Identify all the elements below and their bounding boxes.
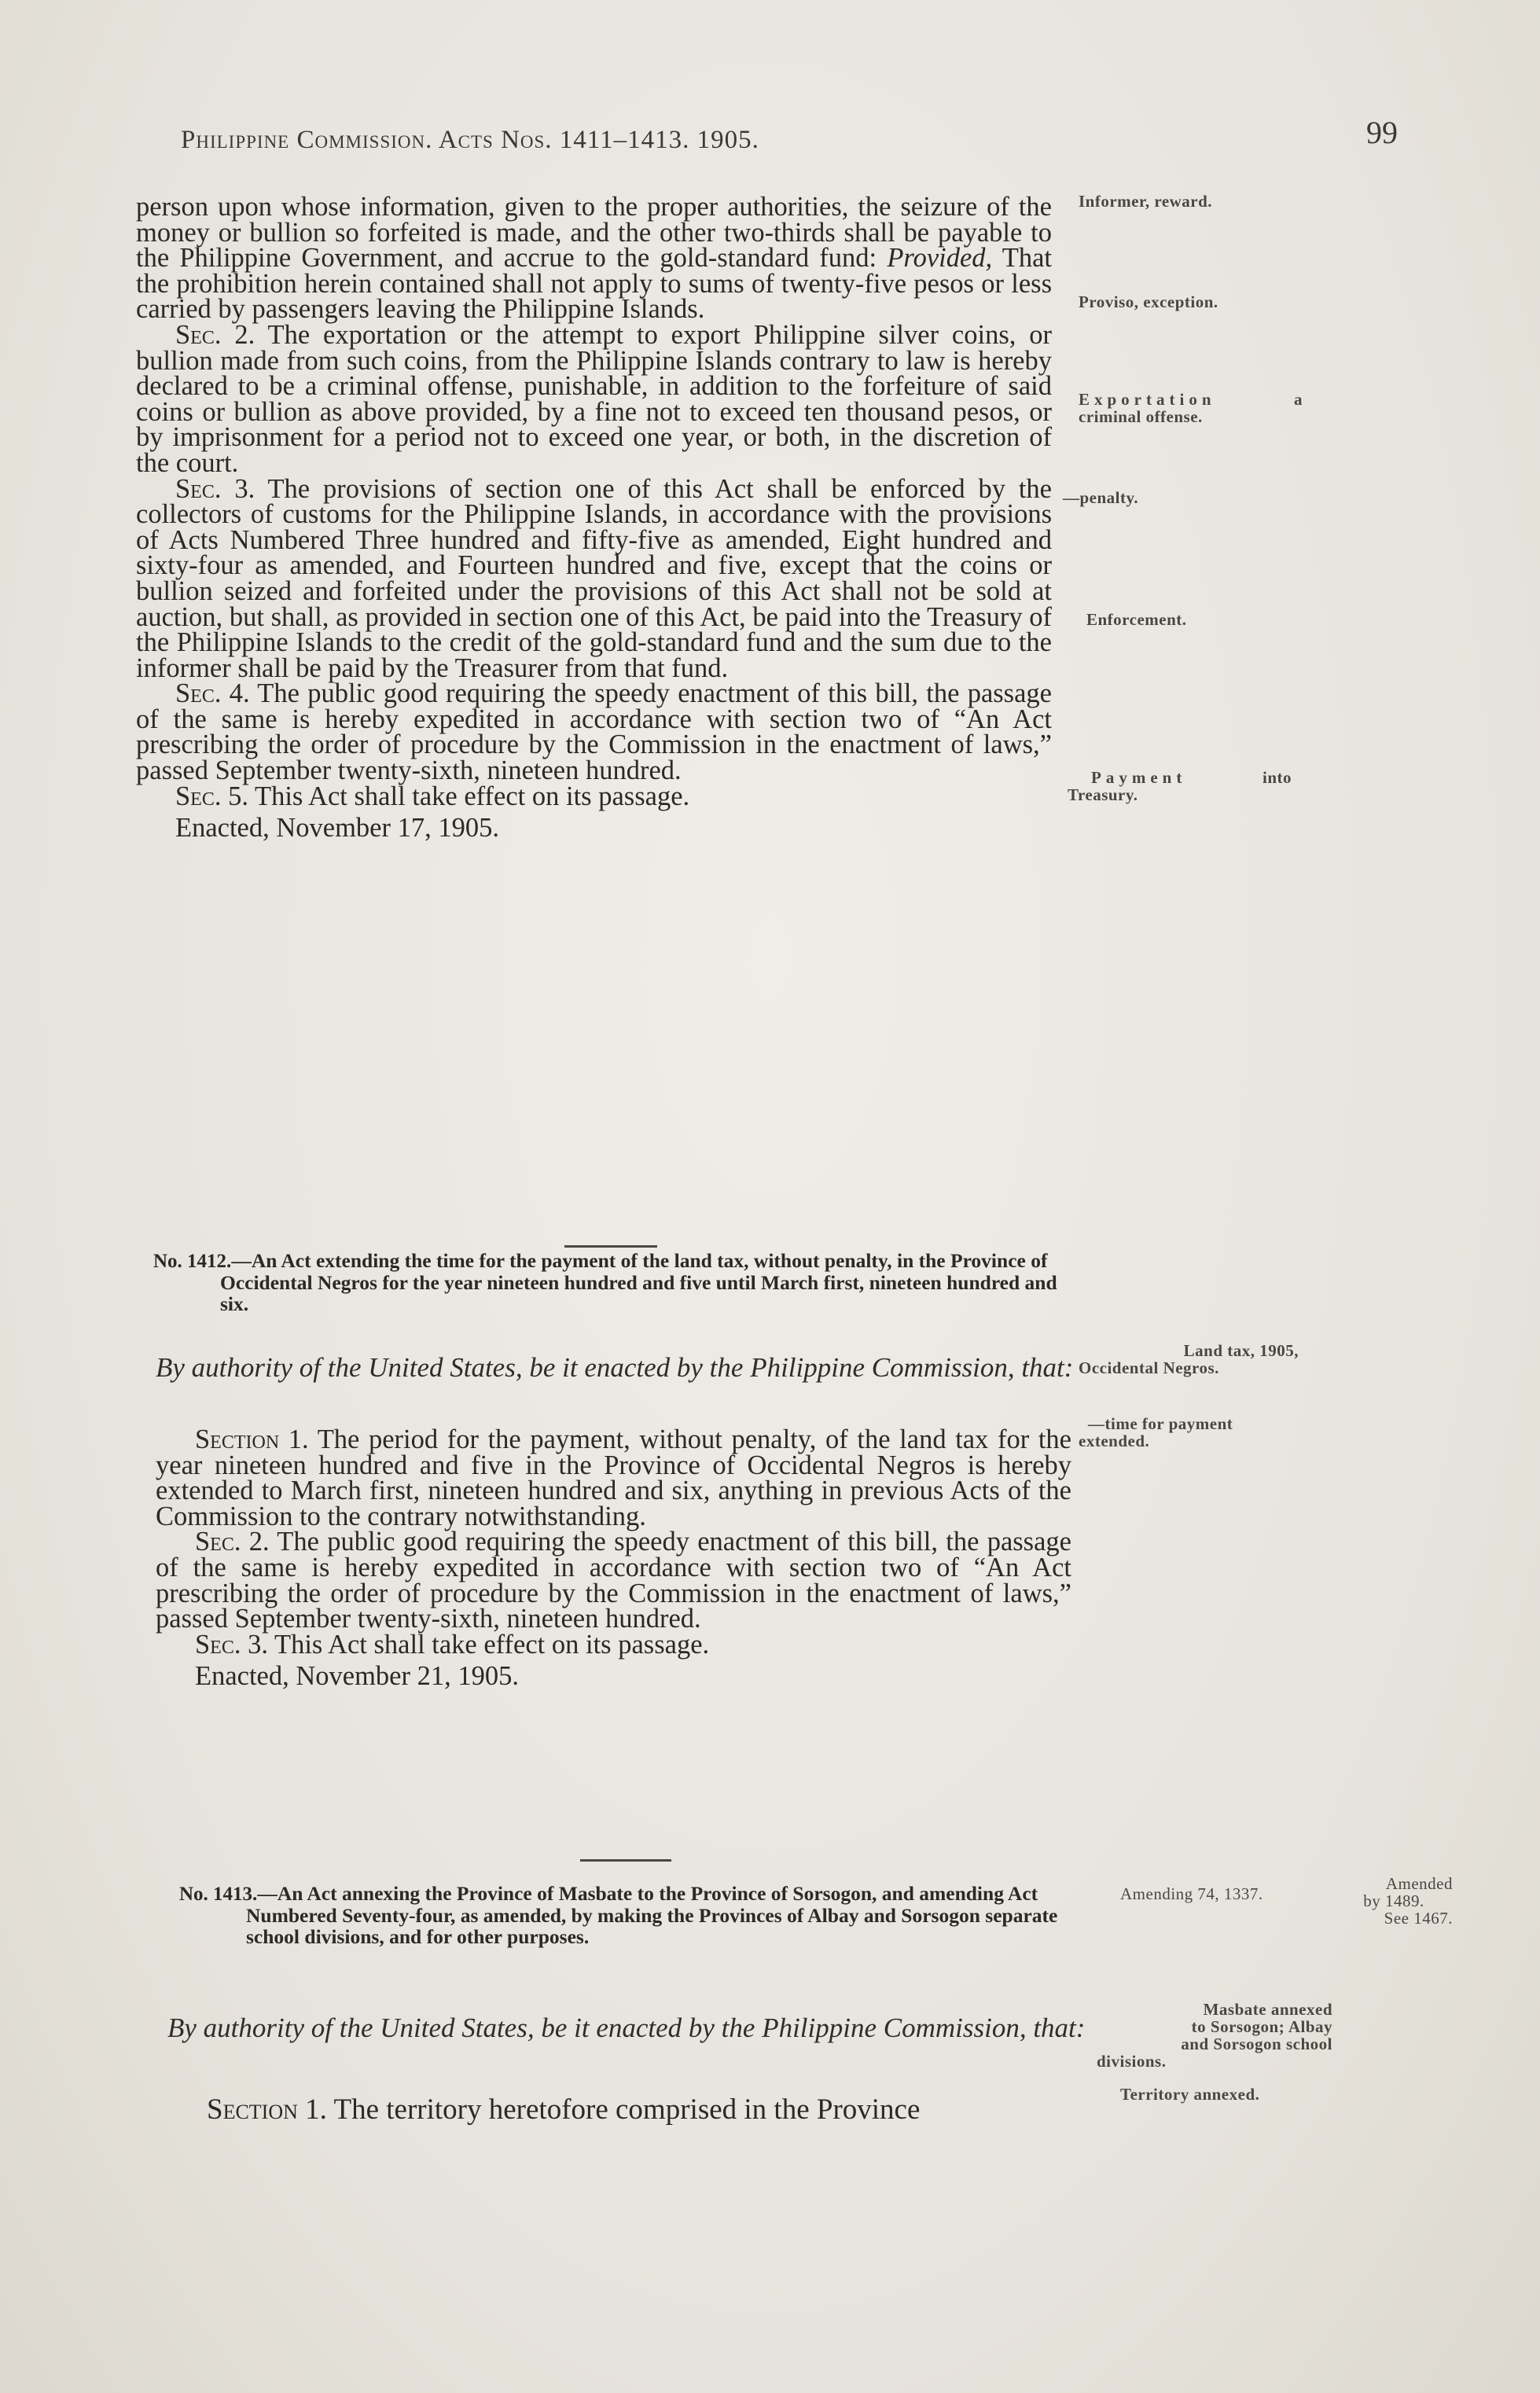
running-head: Philippine Commission. Acts Nos. 1411–1413. 1905. <box>181 126 759 154</box>
margin-note-masbate <box>1097 2001 1332 2070</box>
section-2 <box>156 1527 1071 1634</box>
section-divider <box>564 1245 657 1248</box>
note-text: into <box>1262 768 1292 787</box>
section-text: The provisions of section one of this Act shall be enforced by the collectors of customs for the Philippine Islands, in accordance with the provisions of Acts Numbered Three hundred and fifty-five as amended, Eight hundred and sixty-four as amended, and Fourteen hundred and five, except that the coins or bullion seized and forfeited under the provisions of this Act shall not be sold at auction, but shall, as provided in section one of this Act, be paid into the Treasury of the Philippine Islands to the credit of the gold-standard fund and the sum due to the informer shall be paid by the Treasurer from that fund. <box>136 473 1052 683</box>
section-label: Sec. 4. <box>175 678 250 709</box>
note-text: Payment <box>1091 768 1187 787</box>
section-text: The public good requiring the speedy enactment of this bill, the passage of the same is hereby expedited in accordance with section two of “An Act prescribing the order of procedure by the Commission in the enactment of laws,” passed September twenty-sixth, nineteen hundred. <box>136 678 1052 786</box>
note-text: Occidental Negros. <box>1079 1358 1219 1377</box>
note-text: Exportation <box>1079 390 1216 409</box>
section-label: Sec. 3. <box>175 473 255 504</box>
page-number: 99 <box>1366 115 1398 150</box>
section-5 <box>136 781 1052 811</box>
margin-note-land-tax <box>1079 1342 1299 1377</box>
note-text: by 1489. <box>1363 1891 1424 1910</box>
margin-note-territory: Territory annexed. <box>1120 2085 1260 2104</box>
act-1412-title <box>153 1250 1069 1314</box>
note-text: to Sorsogon; Albay <box>1191 2017 1332 2036</box>
margin-note-enforcement: Enforcement. <box>1086 610 1187 629</box>
paragraph <box>136 192 1052 325</box>
section-text: The public good requiring the speedy enactment of this bill, the passage of the same is hereby expedited in accordance with section two of “An Act prescribing the order of procedure by the Commission in the enactment of laws,” passed September twenty-sixth, nineteen hundred. <box>156 1527 1071 1634</box>
note-text: a <box>1294 390 1303 409</box>
section-label: Sec. 2. <box>175 319 255 350</box>
section-divider <box>580 1859 671 1862</box>
section-2 <box>136 319 1052 478</box>
note-text: Masbate annexed <box>1203 2000 1332 2019</box>
act-title-text: —An Act extending the time for the payment of the land tax, without penalty, in the Province of Occidental Negros for the year nineteen hundred and five until March first, nineteen hundred and six. <box>220 1249 1057 1315</box>
enacting-clause: By authority of the United States, be it enacted by the Philippine Commission, that: <box>167 2013 1086 2043</box>
enacted-date: Enacted, November 21, 1905. <box>195 1661 519 1692</box>
section-label: Sec. 3. <box>195 1629 268 1660</box>
note-text: divisions. <box>1097 2052 1167 2071</box>
margin-note-informer: Informer, reward. <box>1079 192 1213 211</box>
act-1413-title <box>179 1883 1083 1947</box>
note-text: Treasury. <box>1068 785 1138 804</box>
enacting-clause: By authority of the United States, be it enacted by the Philippine Commission, that: <box>156 1352 1074 1383</box>
section-label: Sec. 5. <box>175 781 248 811</box>
paragraph-text: That the prohibition herein contained shall not apply to sums of twenty-five pesos or less carried by passengers leaving the Philippine Islands. <box>136 243 1052 325</box>
section-1 <box>156 1424 1071 1531</box>
note-text: Amended <box>1385 1874 1453 1893</box>
section-label: Sec. 2. <box>195 1527 270 1557</box>
section-text: This Act shall take effect on its passage. <box>255 781 690 811</box>
note-text: —time for payment <box>1088 1414 1233 1433</box>
note-text: criminal offense. <box>1079 407 1203 426</box>
margin-note-payment <box>1068 769 1292 803</box>
margin-note-proviso: Proviso, exception. <box>1079 292 1218 311</box>
act-1412-body <box>156 1424 1071 1692</box>
margin-note-time-extended <box>1079 1415 1233 1450</box>
margin-note-exportation <box>1079 391 1303 425</box>
section-text: This Act shall take effect on its passage. <box>274 1629 710 1660</box>
paragraph-text: person upon whose information, given to the proper authorities, the seizure of the money or bullion so forfeited is made, and the other two-thirds shall be payable to the Philippine Government, and accrue to the gold-standard fund: <box>136 192 1052 274</box>
section-label: Section 1. <box>195 1424 309 1454</box>
margin-note-amended <box>1335 1875 1453 1927</box>
note-text: extended. <box>1079 1432 1150 1450</box>
note-text: Land tax, 1905, <box>1183 1341 1299 1360</box>
section-3 <box>156 1629 1071 1660</box>
section-4 <box>136 678 1052 786</box>
provided-word: Provided, <box>887 243 993 274</box>
section-text: The territory heretofore comprised in the Province <box>333 2093 921 2126</box>
note-text: See 1467. <box>1384 1909 1453 1928</box>
section-text: The period for the payment, without penalty, of the land tax for the year nineteen hundred and five in the Province of Occidental Negros is hereby extended to March first, nineteen hundred and six, anything in previous Acts of the Commission to the contrary notwithstanding. <box>156 1424 1071 1531</box>
enacted-date: Enacted, November 17, 1905. <box>175 813 499 844</box>
margin-note-penalty: —penalty. <box>1063 488 1139 507</box>
act-number: No. 1413. <box>179 1884 258 1905</box>
section-label: Section 1. <box>207 2093 327 2126</box>
section-3 <box>136 473 1052 683</box>
section-1 <box>167 2093 1095 2126</box>
act-title-text: —An Act annexing the Province of Masbate to the Province of Sorsogon, and amending Act Numbered Seventy-four, as amended, by making the Provinces of Albay and Sorsogon separate school divisions, and for other purposes. <box>246 1882 1058 1948</box>
act-1413-body <box>167 2093 1095 2126</box>
act-1411-continuation <box>136 192 1052 844</box>
act-number: No. 1412. <box>153 1251 232 1272</box>
margin-note-amending: Amending 74, 1337. <box>1120 1884 1263 1903</box>
note-text: and Sorsogon school <box>1181 2035 1332 2053</box>
section-text: The exportation or the attempt to export Philippine silver coins, or bullion made from such coins, from the Philippine Islands contrary to law is hereby declared to be a criminal offense, punishable, in addition to the forfeiture of said coins or bullion as above provided, by a fine not to exceed ten thousand pesos, or by imprisonment for a period not to exceed one year, or both, in the discretion of the court. <box>136 319 1052 478</box>
